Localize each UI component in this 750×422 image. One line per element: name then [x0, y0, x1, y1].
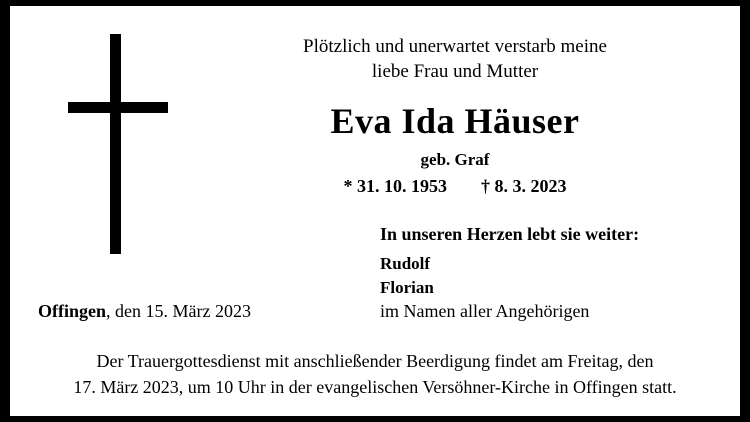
- survivor-1: Rudolf: [380, 254, 431, 273]
- place-name: Offingen: [38, 301, 107, 321]
- notice-date: , den 15. März 2023: [106, 301, 251, 321]
- survivors-list: [380, 252, 730, 300]
- intro-line-1: Plötzlich und unerwartet verstarb meine: [303, 36, 607, 57]
- death-date: † 8. 3. 2023: [481, 176, 567, 196]
- on-behalf-text: im Namen aller Angehörigen: [380, 301, 590, 321]
- intro-text: [180, 34, 730, 84]
- intro-line-2: liebe Frau und Mutter: [371, 61, 539, 82]
- maiden-name: geb. Graf: [420, 150, 490, 169]
- service-line-1: Der Trauergottesdienst mit anschließender Beerdigung findet am Freitag, den: [96, 351, 654, 371]
- obituary-notice: [10, 6, 740, 416]
- life-dates: [180, 176, 730, 197]
- funeral-service-info: [30, 348, 720, 400]
- remembrance-line: In unseren Herzen lebt sie weiter:: [380, 224, 640, 244]
- service-line-2: 17. März 2023, um 10 Uhr in der evangelischen Versöhner-Kirche in Offingen statt.: [73, 377, 677, 397]
- deceased-name: Eva Ida Häuser: [330, 101, 580, 141]
- place-and-date: [38, 301, 368, 322]
- birth-date: * 31. 10. 1953: [343, 176, 447, 196]
- cross-horizontal-bar: [68, 102, 168, 113]
- cross-icon: [68, 34, 168, 254]
- survivor-2: Florian: [380, 278, 434, 297]
- cross-vertical-bar: [110, 34, 121, 254]
